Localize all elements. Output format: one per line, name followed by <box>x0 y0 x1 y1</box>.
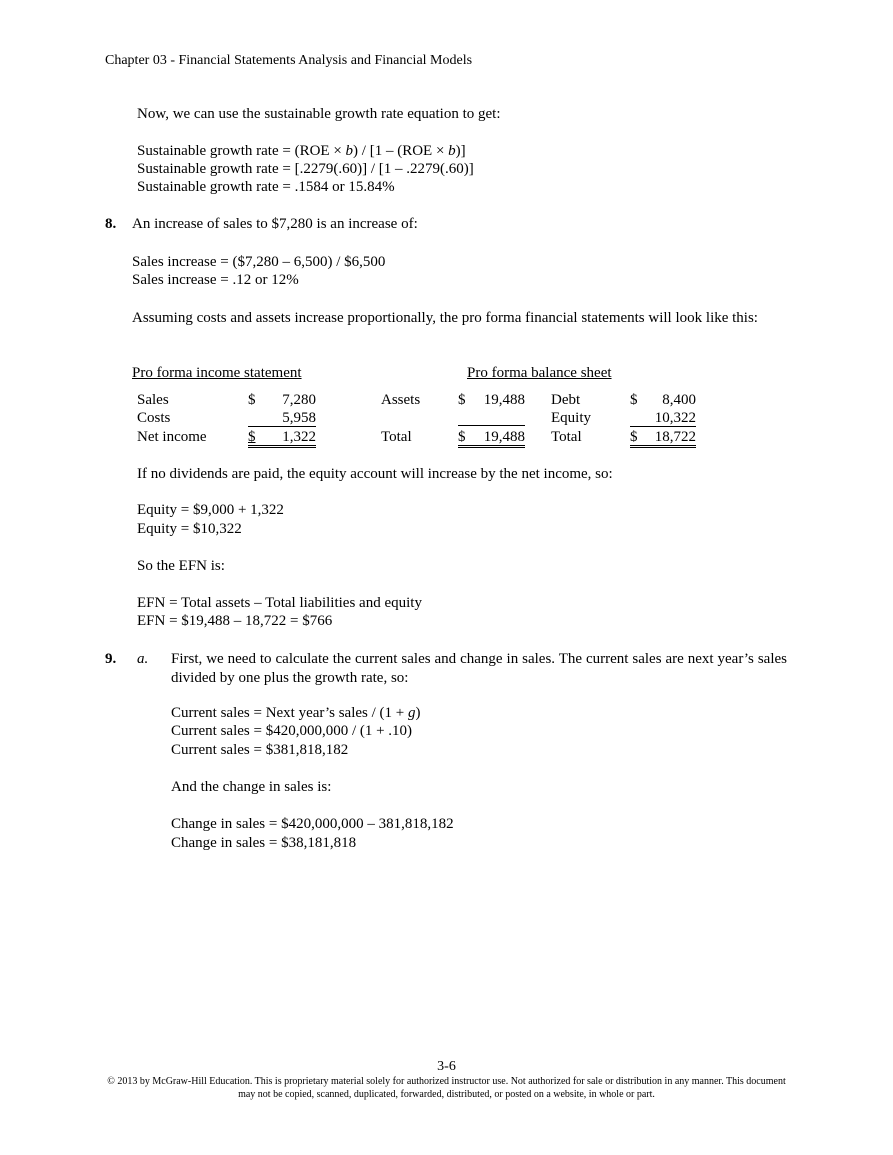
balance-total-label: Total <box>381 429 412 445</box>
balance-debt-value: 8,400 <box>662 392 696 408</box>
balance-equity-value: 10,322 <box>654 410 696 426</box>
p9-current-sales-eq-3: Current sales = $381,818,182 <box>171 742 349 758</box>
p8-efn-intro: So the EFN is: <box>137 558 225 574</box>
p7-eq1-mid: ) / [1 – (ROE × <box>353 143 449 159</box>
balance-total2-value: 18,722 <box>654 429 696 445</box>
p7-equation-1 <box>137 142 466 161</box>
balance-sheet-title: Pro forma balance sheet <box>467 365 612 381</box>
balance-equity-cell <box>630 409 696 427</box>
p9-number: 9. <box>105 651 117 667</box>
balance-assets-value: 19,488 <box>483 392 525 408</box>
p8-dividends: If no dividends are paid, the equity account will increase by the net income, so: <box>137 466 613 482</box>
balance-debt-label: Debt <box>551 392 581 408</box>
balance-assets-rule <box>458 408 525 426</box>
income-sales-currency: $ <box>248 392 256 408</box>
balance-total-cell <box>458 428 525 448</box>
income-ni-value: 1,322 <box>282 429 316 445</box>
p9-cs1-g: g <box>408 705 416 721</box>
p8-efn-eq-1: EFN = Total assets – Total liabilities and equity <box>137 595 422 611</box>
p8-efn-eq-2: EFN = $19,488 – 18,722 = $766 <box>137 613 333 629</box>
balance-assets-cell <box>458 391 525 410</box>
income-costs-label: Costs <box>137 410 171 426</box>
p9-cs1-pre: Current sales = Next year’s sales / (1 + <box>171 705 408 721</box>
p7-equation-3: Sustainable growth rate = .1584 or 15.84% <box>137 179 395 195</box>
balance-total2-label: Total <box>551 429 582 445</box>
p8-number: 8. <box>105 216 117 232</box>
balance-total-currency: $ <box>458 429 466 445</box>
p7-eq1-b2: b <box>448 143 456 159</box>
balance-assets-label: Assets <box>381 392 421 408</box>
p8-intro: An increase of sales to $7,280 is an increase of: <box>132 216 418 232</box>
income-statement-title: Pro forma income statement <box>132 365 302 381</box>
income-sales-label: Sales <box>137 392 169 408</box>
p7-eq1-pre: Sustainable growth rate = (ROE × <box>137 143 346 159</box>
p8-sales-eq-1: Sales increase = ($7,280 – 6,500) / $6,500 <box>132 254 386 270</box>
balance-debt-currency: $ <box>630 392 638 408</box>
balance-equity-label: Equity <box>551 410 591 426</box>
balance-total2-currency: $ <box>630 429 638 445</box>
p7-eq1-b1: b <box>345 143 354 159</box>
income-sales-value: 7,280 <box>282 392 316 408</box>
p7-eq1-post: )] <box>455 143 466 159</box>
p8-equity-eq-2: Equity = $10,322 <box>137 521 242 537</box>
page-number: 3-6 <box>437 1059 456 1074</box>
p9-text: First, we need to calculate the current sales and change in sales. The current sales are next year’s sales divided by one plus the growth rate, so: <box>171 651 787 686</box>
income-net-income-label: Net income <box>137 429 207 445</box>
balance-total-value: 19,488 <box>483 429 525 445</box>
balance-debt-cell <box>630 391 696 410</box>
income-net-income-cell <box>248 428 316 448</box>
p9-current-sales-eq-1 <box>171 704 421 723</box>
income-costs-cell <box>248 409 316 427</box>
p9-change-eq-2: Change in sales = $38,181,818 <box>171 835 357 851</box>
chapter-header: Chapter 03 - Financial Statements Analysis and Financial Models <box>105 53 473 68</box>
balance-assets-currency: $ <box>458 392 466 408</box>
income-costs-value: 5,958 <box>282 410 316 426</box>
p9-part-a: a. <box>137 651 149 667</box>
p8-assumption: Assuming costs and assets increase proportionally, the pro forma financial statements will look like this: <box>132 310 758 326</box>
p9-cs1-post: ) <box>415 705 421 721</box>
p9-current-sales-eq-2: Current sales = $420,000,000 / (1 + .10) <box>171 723 413 739</box>
income-ni-currency: $ <box>248 429 256 445</box>
p7-intro: Now, we can use the sustainable growth rate equation to get: <box>137 106 501 122</box>
balance-total2-cell <box>630 428 696 448</box>
p7-equation-2: Sustainable growth rate = [.2279(.60)] / [1 – .2279(.60)] <box>137 161 474 177</box>
copyright-notice: © 2013 by McGraw-Hill Education. This is proprietary material solely for authorized instructor use. Not authorized for sale or distribution in any manner. This document may not be copied, scanned, duplicated, forwarded, distributed, or posted on a website, in whole or part. <box>107 1076 786 1100</box>
income-sales-cell <box>248 391 316 410</box>
p9-change-eq-1: Change in sales = $420,000,000 – 381,818,182 <box>171 816 454 832</box>
p8-sales-eq-2: Sales increase = .12 or 12% <box>132 272 299 288</box>
p8-equity-eq-1: Equity = $9,000 + 1,322 <box>137 502 284 518</box>
p9-change-intro: And the change in sales is: <box>171 779 332 795</box>
